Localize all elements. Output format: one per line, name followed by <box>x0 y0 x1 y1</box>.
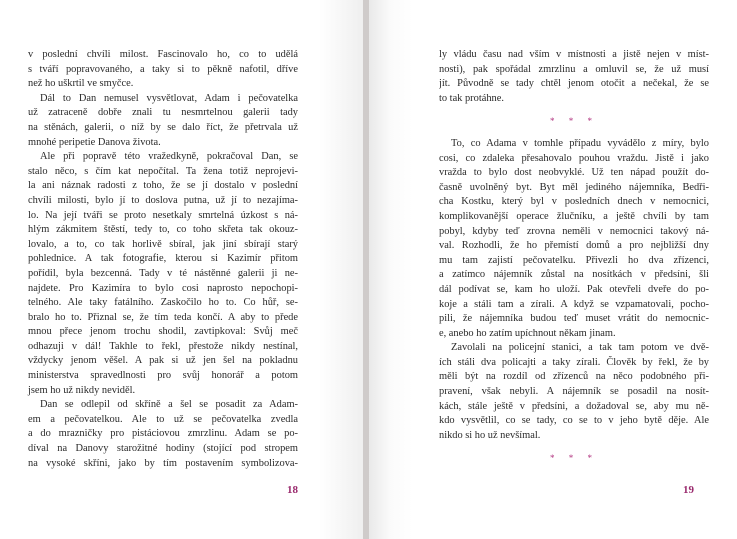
text-line: mnohé peripetie Danova života. <box>28 136 161 148</box>
text-line: vražda to bylo dost neobvyklé. Už ten nápad použít do- <box>439 167 709 179</box>
text-line: už zatraceně dobře znali tu nesmrtelnou galerii tady <box>28 107 298 119</box>
text-line: kdo vysvětlil, co se tady, co se to v jeho bytě děje. Ale <box>439 415 709 427</box>
text-line: najdete. Pro Kazimíra to bylo cosi naprosto nepochopi- <box>28 282 298 294</box>
text-line: nosti), pak spořádal zmrzlinu a omluvil se, že už musí <box>439 63 709 75</box>
text-line: pohlednice. A tak fotografie, kterou si Kazimír přitom <box>28 253 298 265</box>
right-page <box>369 0 737 539</box>
text-line: la ani náznak radosti z toho, že se jí dostalo v poslední <box>28 180 298 192</box>
text-line: em a pečovatelkou. Ale to už se pečovatelka zvedla <box>28 413 298 425</box>
text-line: koje a stáli tam a zírali. A když se vzpamatovali, pocho- <box>439 298 709 310</box>
text-line: pobyl, kdyby teď zrovna neměli v nemocnici takový ná- <box>439 225 709 237</box>
section-separator: * * * <box>550 116 598 127</box>
text-line: než ho uškrtil ve smyčce. <box>28 78 134 90</box>
text-line: vždycky jenom věšel. A pak si už jen šel na pokladnu <box>28 355 298 367</box>
text-line: stalo něco, s čím kat nepočítal. Ta žena totiž neprojevi- <box>28 165 298 177</box>
text-line: a zatímco nájemník zůstal na nosítkách v předsíni, šli <box>439 269 709 281</box>
text-line: kách, stále ještě v předsíni, a dožadoval se, aby mu ně- <box>439 400 709 412</box>
text-line: To, co Adama v tomhle případu vyvádělo z míry, bylo <box>451 137 709 149</box>
left-page-text <box>28 48 298 471</box>
text-line: chvíli milosti, bylo jí to doslova putna, už jí to nezajíma- <box>28 194 298 206</box>
right-page-text-top <box>439 48 709 106</box>
text-line: nikdo si ho už nevšímal. <box>439 429 541 441</box>
text-line: bralo ho to. Přiznal se, že tím teda končí. A aby to přede <box>28 311 298 323</box>
text-line: lo. Na její tváři se proto nesetkaly smrtelná úzkost s ná- <box>28 209 298 221</box>
text-line: to tak protáhne. <box>439 92 504 104</box>
text-line: pili, že nájemníka budou teď muset vrátit do nemocnic- <box>439 313 709 325</box>
text-line: pravení, však nebyli. A nájemník se posadil na nosít- <box>439 386 709 398</box>
text-line: komplikovanější operace žlučníku, a ještě chvíli by tam <box>439 210 709 222</box>
right-page-text-main <box>439 137 709 443</box>
text-line: ministerstva spravedlnosti pro svůj honorář a potom <box>28 370 298 382</box>
text-line: s tváří popravovaného, a taky si to pěkně nafotil, dříve <box>28 63 298 75</box>
right-page-text <box>439 48 709 466</box>
text-line: dál podívat se, kam ho uloží. Pak otevřeli dveře do po- <box>439 283 709 295</box>
text-line: a do mrazničky pro pistáciovou zmrzlinu. Adam se po- <box>28 428 298 440</box>
text-line: mnou přece jenom trochu shodil, zavtipkoval: Svůj meč <box>28 326 298 338</box>
page-number-right: 19 <box>683 484 694 496</box>
text-line: telného. Ale taky fatálního. Zaskočilo ho to. Co hůř, se- <box>28 297 298 309</box>
text-line: hlým zákmitem štěstí, tedy to, co toho skřeta tak okouz- <box>28 224 298 236</box>
text-line: ly vládu času nad vším v místnosti a jistě nejen v míst- <box>439 49 709 60</box>
text-line: jsem ho už nikdy neviděl. <box>28 384 136 396</box>
text-line: Ale při popravě této vražedkyně, pokračoval Dan, se <box>40 151 298 163</box>
text-line: Dál to Dan nemusel vysvětlovat, Adam i pečovatelka <box>40 92 298 104</box>
text-line: ích stáli dva policajti a taky zírali. Člověk by řekl, že by <box>439 356 709 368</box>
text-line: Zavolali na policejní stanici, a tak tam potom ve dvě- <box>451 342 709 354</box>
text-line: cha Kostku, který byl v posledních dnech v nemocnici, <box>439 196 709 208</box>
left-page <box>0 0 363 539</box>
text-line: cosi, co zdaleka přesahovalo pouhou vraždu. Jistě i jako <box>439 152 709 164</box>
text-line: měli být na rozdíl od zřízenců na něco podobného při- <box>439 371 709 383</box>
text-line: jít. Původně se tady chtěl jenom otočit a nečekal, že se <box>439 78 709 90</box>
text-line: odhazuji v dál! Takhle to řekl, přestože nikdy nestínal, <box>28 340 298 352</box>
text-line: v poslední chvíli milost. Fascinovalo ho, co to udělá <box>28 49 298 60</box>
text-line: na stěnách, galerii, o níž by se dalo říct, že přetrvala už <box>28 121 298 133</box>
text-line: lovalo, a to, co tak horlivě sbíral, jak jiní sbírají starý <box>28 238 298 250</box>
text-line: val. Rozhodli, že ho přemístí domů a pro nejbližší dny <box>439 240 709 252</box>
text-line: mu tam zajistí pečovatelku. Přivezli ho dva zřízenci, <box>439 254 709 266</box>
text-line: díval na Danovy starožitné hodiny (stojící pod stropem <box>28 443 298 455</box>
text-line: časně uvolněný byt. Byt měl jediného nájemníka, Bedři- <box>439 181 709 193</box>
text-line: e, anebo ho zatím upíchnout někam jinam. <box>439 327 616 339</box>
text-line: pořídil, byla bezcenná. Tady v té nástěnné galerii ji ne- <box>28 267 298 279</box>
text-line: na vysoké skříni, jako by tím postavením symbolizova- <box>28 457 298 469</box>
page-number-left: 18 <box>287 484 298 496</box>
text-line: Dan se odlepil od skříně a šel se posadit za Adam- <box>40 399 298 411</box>
section-separator-end: * * * <box>550 453 598 464</box>
